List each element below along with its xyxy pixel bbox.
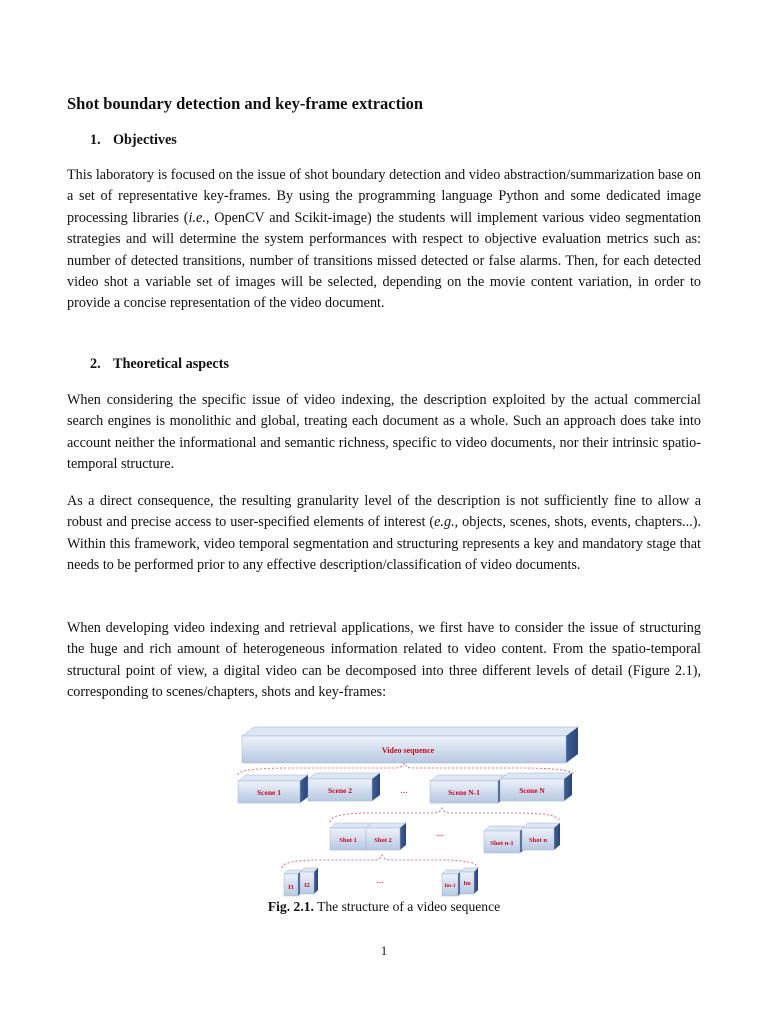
caption-label: Fig. 2.1.: [267, 899, 314, 914]
paragraph-structuring: When developing video indexing and retrieval applications, we first have to consider the issue of structuring the huge and rich amount of heterogeneous information related to video content. From the spatio-temporal structural point of view, a digital video can be decomposed into three different levels of detail (Figure 2.1), corresponding to scenes/chapters, shots and key-frames:: [67, 620, 701, 701]
section-number: 1.: [90, 132, 101, 148]
caption-text: The structure of a video sequence: [313, 899, 501, 914]
shot-box: [522, 823, 560, 850]
paragraph-italic: i.e.,: [188, 209, 210, 226]
frame-label: Im-1: [444, 883, 456, 889]
scene-label: Scene N: [519, 786, 545, 795]
scene-box: [430, 775, 506, 803]
video-sequence-bar: [242, 727, 578, 763]
scene-box: [500, 773, 572, 801]
scene-box: [308, 773, 380, 801]
shot-box: [484, 826, 526, 853]
frame-box: [284, 870, 302, 896]
scene-brace: [330, 808, 560, 822]
shot-box: [330, 823, 372, 850]
section-title: Theoretical aspects: [113, 356, 229, 372]
section-heading-objectives: [90, 132, 690, 149]
frame-label: I1: [288, 884, 294, 891]
frame-label: Im: [463, 881, 471, 887]
shot-label: Shot 2: [374, 837, 392, 844]
frame-box: [300, 868, 318, 894]
paragraph-objectives: [67, 165, 701, 315]
scene-box: [238, 775, 308, 803]
video-structure-figure: [230, 724, 590, 902]
frame-box: [460, 868, 478, 894]
page-number: 1: [380, 944, 388, 958]
section-title: Objectives: [113, 132, 177, 148]
video-sequence-label: Video sequence: [381, 746, 435, 755]
paragraph-text: This laboratory is focused on the issue of shot boundary detection and video abstraction/summarization base on a set of representative key-frames. By using the programming language Python and some dedicated image processing libraries (: [67, 167, 701, 226]
paragraph-text: OpenCV and Scikit-image) the students will implement various video segmentation strategies and will determine the system performances with respect to objective evaluation metrics such as: number of detected transitions, number of transitions missed detected or false alarms. Then, for each detected video shot a variable set of images will be selected, depending on the movie content variation, in order to provide a concise representation of the video document.: [67, 209, 701, 312]
frame-box: [442, 870, 462, 896]
scene-ellipsis: ...: [400, 785, 408, 795]
figure-caption: [0, 899, 768, 915]
paragraph-text: objects, scenes, shots, events, chapters...). Within this framework, video temporal segmentation and structuring represents a key and mandatory stage that needs to be performed prior to any effective description/classification of video documents.: [67, 514, 702, 574]
scene-label: Scene 2: [328, 786, 352, 795]
paragraph-text: As a direct consequence, the resulting granularity level of the description is not sufficiently fine to allow a robust and precise access to user-specified elements of interest (: [67, 493, 701, 531]
shot-label: Shot n-1: [490, 840, 514, 847]
paragraph-granularity: [67, 491, 701, 577]
shot-brace: [282, 855, 478, 868]
document-title: Shot boundary detection and key-frame extraction: [67, 94, 424, 113]
shot-label: Shot n: [529, 837, 547, 844]
shot-label: Shot 1: [339, 837, 357, 844]
shot-box: [366, 823, 406, 850]
paragraph-italic: e.g.,: [434, 514, 459, 531]
shot-ellipsis: ...: [436, 828, 444, 838]
scene-label: Scene N-1: [448, 788, 480, 797]
frame-label: I2: [304, 882, 310, 889]
frame-ellipsis: ...: [376, 875, 384, 885]
paragraph-indexing: When considering the specific issue of video indexing, the description exploited by the actual commercial search engines is monolithic and global, treating each document as a whole. Such an approach does take into account neither the informational and semantic richness, specific to video documents, nor their intrinsic spatio-temporal structure.: [67, 392, 701, 473]
scene-label: Scene 1: [257, 788, 281, 797]
section-number: 2.: [90, 356, 101, 372]
section-heading-theoretical: [90, 356, 690, 373]
